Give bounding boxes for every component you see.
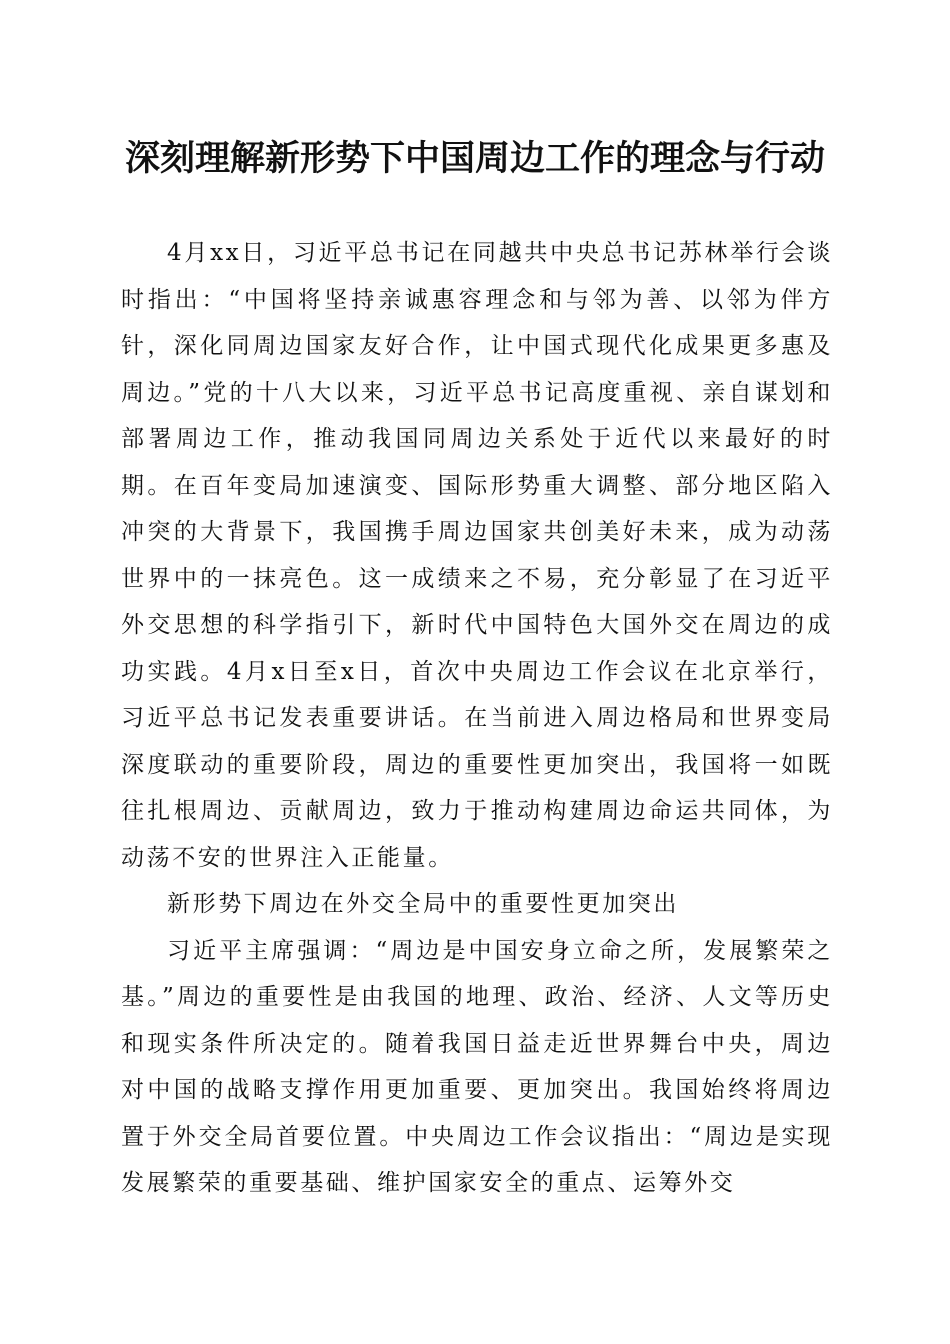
section-heading: 新形势下周边在外交全局中的重要性更加突出 — [167, 891, 679, 917]
body-paragraph-section: 习近平主席强调：“周边是中国安身立命之所，发展繁荣之基。”周边的重要性是由我国的地理、政治、经济、人文等历史和现实条件所决定的。随着我国日益走近世界舞台中央，周边对中国的战略支撑作用更加重要、更加突出。我国始终将周边置于外交全局首要位置。中央周边工作会议指出：“周边是实现发展繁荣的重要基础、维护国家安全的重点、运筹外交 — [121, 937, 833, 1196]
body-paragraph-intro: 4月xx日，习近平总书记在同越共中央总书记苏林举行会谈时指出：“中国将坚持亲诚惠容理念和与邻为善、以邻为伴方针，深化同周边国家友好合作，让中国式现代化成果更多惠及周边。”党的十八大以来，习近平总书记高度重视、亲自谋划和部署周边工作，推动我国同周边关系处于近代以来最好的时期。在百年变局加速演变、国际形势重大调整、部分地区陷入冲突的大背景下，我国携手周边国家共创美好未来，成为动荡世界中的一抹亮色。这一成绩来之不易，充分彰显了在习近平外交思想的科学指引下，新时代中国特色大国外交在周边的成功实践。4月x日至x日，首次中央周边工作会议在北京举行，习近平总书记发表重要讲话。在当前进入周边格局和世界变局深度联动的重要阶段，周边的重要性更加突出，我国将一如既往扎根周边、贡献周边，致力于推动构建周边命运共同体，为动荡不安的世界注入正能量。 — [121, 240, 833, 871]
document-title: 深刻理解新形势下中国周边工作的理念与行动 — [124, 138, 825, 179]
document-body — [121, 230, 833, 1207]
